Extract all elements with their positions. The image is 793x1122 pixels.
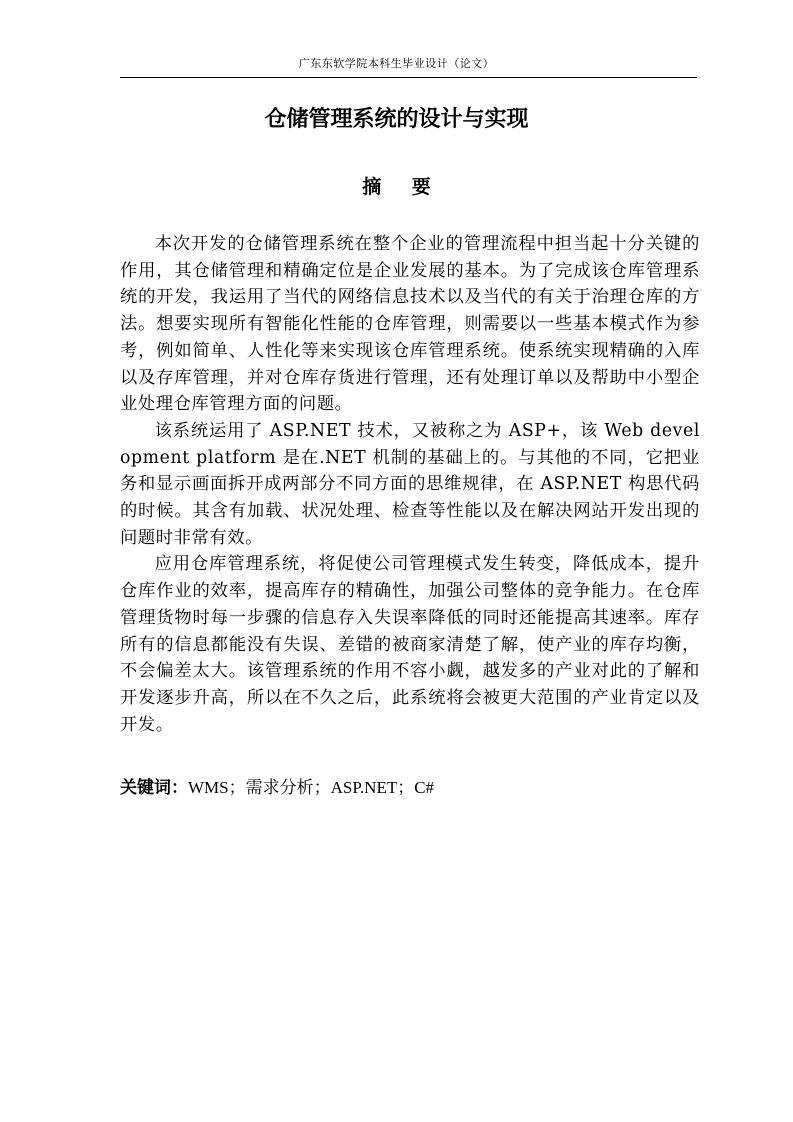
abstract-paragraph-2: 该系统运用了 ASP.NET 技术，又被称之为 ASP+，该 Web development platform 是在.NET 机制的基础上的。与其他的不同，它把业务和显示画面拆开成两部分不同方面的思维规律，在 ASP.NET 构思代码的时候。其含有加载、状况处理、检查等性能以及在解决网站开发出现的问题时非常有效。 bbox=[120, 420, 700, 548]
abstract-paragraph-1: 本次开发的仓储管理系统在整个企业的管理流程中担当起十分关键的作用，其仓储管理和精确定位是企业发展的基本。为了完成该仓库管理系统的开发，我运用了当代的网络信息技术以及当代的有关于治理仓库的方法。想要实现所有智能化性能的仓库管理，则需要以一些基本模式作为参考，例如简单、人性化等来实现该仓库管理系统。使系统实现精确的入库以及存库管理，并对仓库存货进行管理，还有处理订单以及帮助中小型企业处理仓库管理方面的问题。 bbox=[120, 234, 700, 415]
keywords-label: 关键词： bbox=[120, 778, 188, 798]
header-rule bbox=[120, 77, 697, 78]
abstract-heading: 摘 要 bbox=[362, 176, 443, 198]
abstract-paragraph-3: 应用仓库管理系统，将促使公司管理模式发生转变，降低成本，提升仓库作业的效率，提高库存的精确性，加强公司整体的竞争能力。在仓库管理货物时每一步骤的信息存入失误率降低的同时还能提高其速率。库存所有的信息都能没有失误、差错的被商家清楚了解，使产业的库存均衡，不会偏差太大。该管理系统的作用不容小觑，越发多的产业对此的了解和开发逐步升高，所以在不久之后，此系统将会被更大范围的产业肯定以及开发。 bbox=[120, 554, 700, 735]
thesis-title: 仓储管理系统的设计与实现 bbox=[264, 107, 529, 132]
keywords-value: WMS；需求分析；ASP.NET；C# bbox=[188, 778, 435, 797]
keywords-line bbox=[120, 776, 700, 800]
page-header: 广东东软学院本科生毕业设计（论文） bbox=[298, 57, 495, 70]
abstract-body bbox=[120, 231, 700, 738]
